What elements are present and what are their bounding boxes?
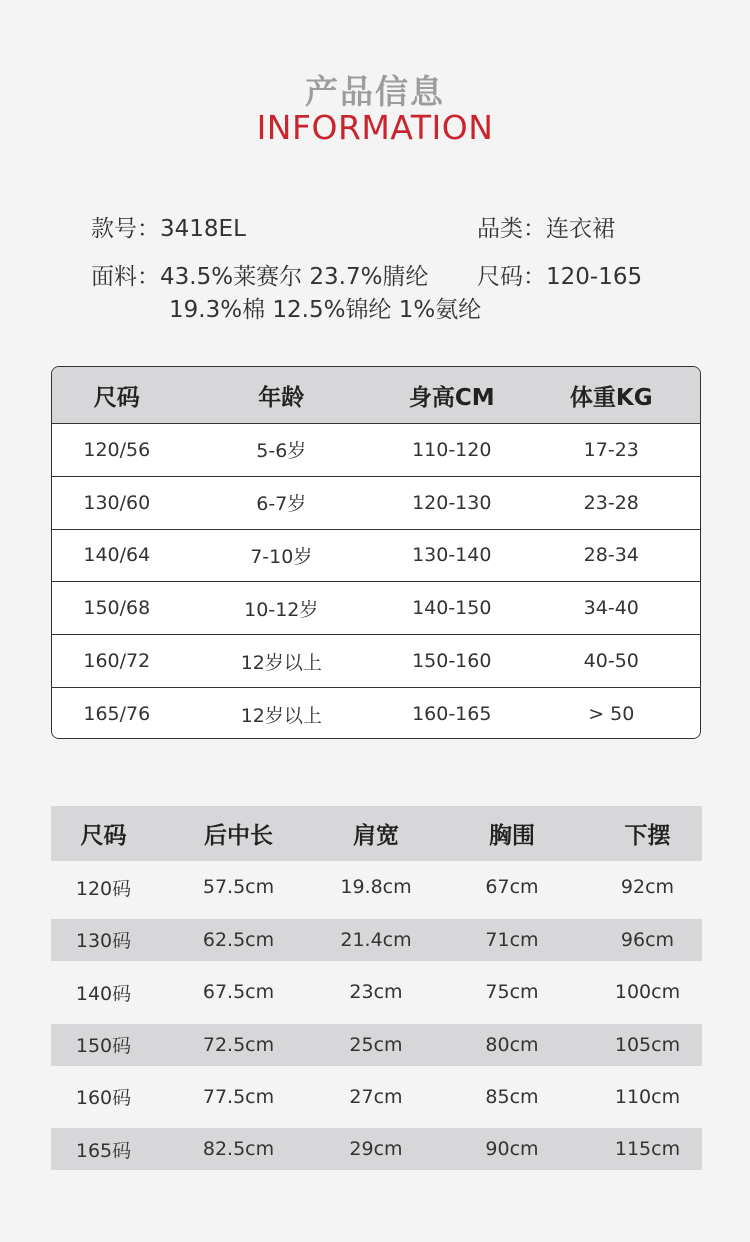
cell-size: 165码: [75, 1139, 132, 1162]
cell-size: 165/76: [83, 703, 151, 726]
table-row: [51, 1024, 702, 1066]
header-size: 尺码: [93, 384, 140, 411]
size-range-label: 尺码：: [477, 264, 546, 290]
table-row: [51, 861, 702, 914]
cell-size: 130码: [75, 930, 132, 953]
fabric-line-1: 43.5%莱赛尔 23.7%腈纶: [160, 264, 429, 290]
cell-back-length: 72.5cm: [202, 1033, 275, 1056]
cell-shoulder: 19.8cm: [340, 876, 412, 899]
cell-size: 150/68: [83, 597, 151, 620]
cell-hem: 105cm: [614, 1033, 681, 1056]
cell-age: 12岁以上: [240, 651, 322, 674]
size-range-value: 120-165: [546, 264, 643, 290]
category-value: 连衣裙: [546, 216, 615, 242]
size-chart-table: [51, 366, 701, 739]
cell-back-length: 62.5cm: [202, 928, 275, 951]
cell-back-length: 82.5cm: [202, 1138, 275, 1161]
cell-bust: 85cm: [485, 1085, 539, 1108]
measurement-table: [51, 806, 702, 1175]
cell-size: 140码: [75, 982, 132, 1005]
cell-size: 120码: [75, 877, 132, 900]
table-row: [52, 424, 700, 477]
cell-hem: 96cm: [620, 928, 675, 951]
table-row: [51, 919, 702, 961]
cell-bust: 75cm: [485, 981, 539, 1004]
cell-size: 160码: [75, 1087, 132, 1110]
table-row: [51, 1128, 702, 1170]
cell-weight: 17-23: [583, 438, 639, 461]
cell-shoulder: 27cm: [349, 1085, 403, 1108]
cell-height: 110-120: [412, 438, 492, 461]
fabric: [91, 258, 428, 291]
size-range: [477, 258, 642, 291]
style-number: [91, 210, 246, 243]
header-age: 年龄: [258, 384, 305, 411]
cell-age: 7-10岁: [250, 545, 313, 568]
header-size: 尺码: [80, 823, 127, 849]
header-shoulder: 肩宽: [353, 823, 399, 849]
table-row: [51, 966, 702, 1019]
cell-hem: 92cm: [620, 876, 675, 899]
cell-height: 150-160: [412, 650, 492, 673]
cell-shoulder: 23cm: [349, 981, 403, 1004]
cell-hem: 110cm: [614, 1085, 681, 1108]
cell-shoulder: 25cm: [349, 1033, 403, 1056]
table-row: [52, 582, 700, 635]
category-label: 品类：: [477, 216, 546, 242]
table-row: [52, 477, 700, 530]
cell-size: 160/72: [83, 650, 151, 673]
table-row: [51, 1071, 702, 1124]
cell-weight: 34-40: [583, 597, 639, 620]
cell-weight: 28-34: [583, 544, 639, 567]
table-row: [52, 530, 700, 583]
header-hem: 下摆: [624, 823, 671, 849]
cell-weight: 23-28: [583, 491, 639, 514]
cell-weight: 40-50: [583, 650, 639, 673]
style-number-value: 3418EL: [160, 216, 246, 242]
cell-bust: 71cm: [485, 928, 539, 951]
cell-age: 5-6岁: [256, 440, 307, 463]
style-number-label: 款号：: [91, 216, 160, 242]
cell-bust: 67cm: [485, 876, 539, 899]
cell-bust: 80cm: [485, 1033, 539, 1056]
cell-height: 140-150: [412, 597, 492, 620]
cell-bust: 90cm: [485, 1138, 539, 1161]
cell-back-length: 67.5cm: [202, 981, 275, 1004]
cell-hem: 100cm: [614, 981, 681, 1004]
cell-age: 6-7岁: [256, 493, 307, 516]
header-weight: 体重KG: [569, 384, 653, 411]
cell-height: 120-130: [412, 491, 492, 514]
cell-size: 120/56: [83, 438, 151, 461]
cell-shoulder: 21.4cm: [340, 928, 412, 951]
header-bust: 胸围: [489, 823, 535, 849]
cell-back-length: 57.5cm: [202, 876, 275, 899]
cell-height: 160-165: [412, 703, 492, 726]
cell-age: 12岁以上: [240, 704, 322, 727]
cell-shoulder: 29cm: [349, 1138, 403, 1161]
cell-size: 140/64: [83, 544, 151, 567]
cell-height: 130-140: [412, 544, 492, 567]
fabric-line-2: 19.3%棉 12.5%锦纶 1%氨纶: [169, 297, 482, 323]
measurement-header: [51, 806, 702, 861]
cell-hem: 115cm: [614, 1138, 681, 1161]
cell-weight: > 50: [588, 703, 635, 726]
cell-size: 150码: [75, 1035, 132, 1058]
header-back-length: 后中长: [204, 823, 273, 849]
fabric-label: 面料：: [91, 264, 160, 290]
category: [477, 210, 615, 243]
page-title-en: INFORMATION: [256, 108, 494, 147]
size-chart-header: [52, 367, 700, 424]
table-row: [52, 635, 700, 688]
cell-size: 130/60: [83, 491, 151, 514]
page-title-cn: 产品信息: [305, 72, 445, 111]
table-row: [52, 688, 700, 739]
header-height: 身高CM: [408, 384, 495, 411]
cell-age: 10-12岁: [244, 598, 319, 621]
cell-back-length: 77.5cm: [202, 1085, 275, 1108]
